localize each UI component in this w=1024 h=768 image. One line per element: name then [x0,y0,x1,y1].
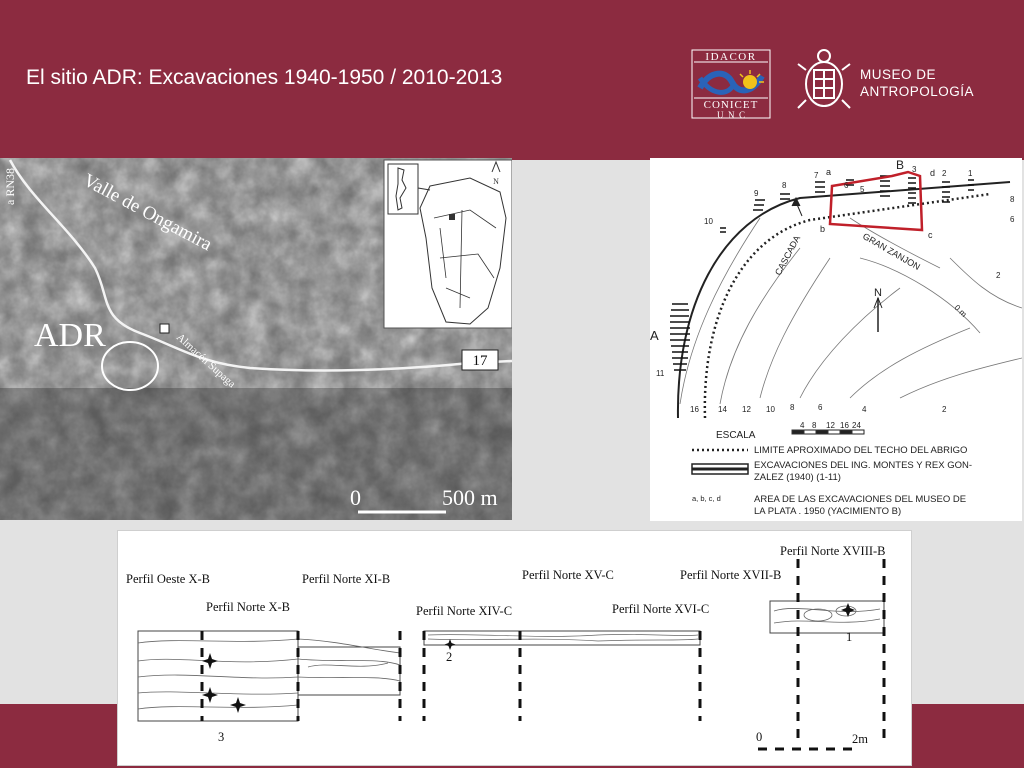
conicet-text: CONICET [703,99,759,111]
scale-tick-8: 8 [812,421,817,430]
cascada-label: CASCADA [772,233,803,277]
scale-label: ESCALA [716,430,756,441]
scale-end: 500 m [442,485,498,510]
profile-scale-end: 2m [852,732,868,746]
excavation-number-3: 3 [912,165,917,174]
legend-abcd: a, b, c, d [692,494,721,503]
profile-scale-start: 0 [756,730,763,744]
slide-title: El sitio ADR: Excavaciones 1940-1950 / 2010-2013 [26,66,503,89]
sample-number-3: 3 [218,730,225,744]
excavation-number-7: 7 [814,171,819,180]
profile-x-b-layers [138,639,400,709]
contour-8-right: 8 [1010,195,1015,204]
contour-2a: 2 [942,405,947,414]
contour-4: 4 [862,405,867,414]
site-plan-diagram [650,158,1022,521]
profile-label-norte-xiv-c: Perfil Norte XIV-C [416,604,513,618]
museo-line-1: MUSEO DE [860,67,937,82]
scale-start: 0 [350,485,361,510]
legend-museum-2: LA PLATA . 1950 (YACIMIENTO B) [754,506,902,517]
scale-tick-12: 12 [826,421,835,430]
excavation-number-9: 9 [754,189,759,198]
road-label: a RN38 [3,168,17,205]
sector-a-upper: A [650,328,659,343]
profile-label-norte-xi-b: Perfil Norte XI-B [302,572,391,586]
profile-xiv-xvi-block [424,631,700,645]
scale-tick-16: 16 [840,421,849,430]
profile-label-oeste-x-b: Perfil Oeste X-B [126,572,211,586]
inset-north-label: N [493,177,499,186]
sample-number-2: 2 [446,650,453,664]
contour-12: 12 [742,405,751,414]
profile-label-norte-x-b: Perfil Norte X-B [206,600,291,614]
contour-6: 6 [818,403,823,412]
contour-0m: 0 m [952,303,969,319]
scale-tick-4: 4 [800,421,805,430]
contour-lines [680,218,1022,404]
excavation-hatches [670,176,974,370]
contour-10: 10 [766,405,775,414]
contour-2b: 2 [996,271,1001,280]
excavation-number-2: 2 [942,169,947,178]
store-marker [160,324,169,333]
satellite-map [0,158,512,520]
plan-north-label: N [874,287,882,299]
sector-b: b [820,224,826,234]
museo-line-2: ANTROPOLOGÍA [860,84,975,99]
excavation-number-6: 6 [844,181,849,190]
profile-xi-b-block [298,647,400,695]
store-label: Almacén Supaga [173,331,238,391]
contour-6-right: 6 [1010,215,1015,224]
stratigraphic-profiles [117,530,912,766]
roof-limit-line [705,194,990,418]
cliff-line [678,182,1010,418]
excavation-number-5: 5 [860,185,865,194]
profile-label-norte-xv-c: Perfil Norte XV-C [522,568,614,582]
site-label: ADR [34,317,106,354]
idacor-text: IDACOR [705,51,757,63]
sector-c: c [928,230,933,240]
unc-text: U N C [716,110,746,120]
gran-zanjon-label: GRAN ZANJON [861,231,922,272]
sector-b-upper: B [896,158,905,172]
profile-label-norte-xvii-b: Perfil Norte XVII-B [680,568,782,582]
legend-excavations-2: ZALEZ (1940) (1-11) [754,472,841,483]
excavation-number-1: 1 [968,169,973,178]
sample-number-1: 1 [846,630,853,644]
sector-a: a [826,167,832,177]
contour-16: 16 [690,405,699,414]
location-inset-map [384,160,512,328]
profile-label-norte-xvi-c: Perfil Norte XVI-C [612,602,710,616]
excavation-number-8: 8 [782,181,787,190]
route-badge: 17 [472,353,488,369]
legend-museum-1: AREA DE LAS EXCAVACIONES DEL MUSEO DE [754,494,967,505]
contour-14: 14 [718,405,727,414]
sector-d: d [930,168,936,178]
scale-tick-24: 24 [852,421,861,430]
profile-dividers [202,559,884,741]
profile-xviii-b-block [770,601,884,633]
profile-label-norte-xviii-b: Perfil Norte XVIII-B [780,544,886,558]
museo-logo-text [860,66,974,100]
valley-label: Valle de Ongamira [79,169,216,256]
legend-roof-limit: LIMITE APROXIMADO DEL TECHO DEL ABRIGO [754,445,968,456]
sample-markers [202,603,855,713]
excavation-number-11: 11 [656,369,665,378]
legend-excavations-1: EXCAVACIONES DEL ING. MONTES Y REX GON- [754,460,973,471]
turtle-logo-icon [792,46,856,116]
excavation-number-10: 10 [704,217,713,226]
idacor-conicet-logo [690,48,772,120]
plan-scale-bar [792,430,864,434]
contour-8: 8 [790,403,795,412]
